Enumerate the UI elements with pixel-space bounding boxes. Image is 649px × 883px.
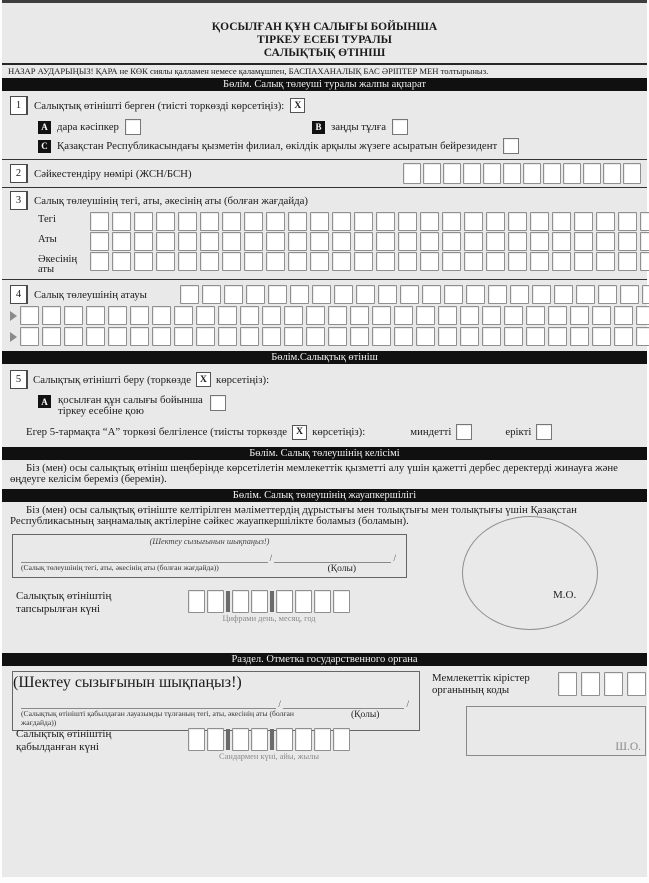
input-cell[interactable] [422,285,441,304]
vat-registration-checkbox[interactable] [210,395,226,411]
slash-separator: / [406,699,409,709]
input-cell[interactable] [376,232,395,251]
input-cell[interactable] [570,306,589,325]
input-cell[interactable] [543,163,561,184]
input-cell[interactable] [251,590,268,613]
authority-code-label-line1: Мемлекеттік кірістер [432,672,530,684]
input-cell[interactable] [548,327,567,346]
input-cell[interactable] [178,252,197,271]
input-cell[interactable] [614,306,633,325]
input-cell[interactable] [508,212,527,231]
input-cell[interactable] [618,252,637,271]
input-cell[interactable] [246,285,265,304]
input-cell[interactable] [20,306,39,325]
input-cell[interactable] [581,672,600,696]
input-cell[interactable] [460,306,479,325]
firstname-cells [90,232,649,251]
input-cell[interactable] [604,672,623,696]
acceptance-date-cells [188,728,350,751]
signature-caption: (Қолы) [351,710,380,720]
input-cell[interactable] [42,327,61,346]
input-cell[interactable] [188,728,205,751]
input-cell[interactable] [174,306,193,325]
name-caption: (Салық төлеушінің тегі, аты, әкесінің аты (болған жағдайда)) [21,563,219,572]
input-cell[interactable] [394,306,413,325]
input-cell[interactable] [526,306,545,325]
input-cell[interactable] [420,212,439,231]
input-cell[interactable] [552,232,571,251]
input-cell[interactable] [134,212,153,231]
vat-registration-label-line2: тіркеу есебіне қою [58,405,144,417]
official-name-caption: (Салықтық өтінішті қабылдаған лауазымды тұлғаның тегі, аты, әкесінің аты (болған жағдайда)) [21,709,294,727]
form-sheet [2,0,647,877]
input-cell[interactable] [618,232,637,251]
option-c-label: Қазақстан Республикасындағы қызметін филиал, өкілдік арқылы жүзеге асыратын бейрезидент [57,140,498,152]
condition-label-post: көрсетіңіз): [312,426,366,438]
input-cell[interactable] [482,306,501,325]
submission-date-label-line2: тапсырылған күні [16,603,101,615]
input-cell[interactable] [532,285,551,304]
input-cell[interactable] [508,252,527,271]
input-cell[interactable] [403,163,421,184]
input-cell[interactable] [394,327,413,346]
input-cell[interactable] [592,327,611,346]
date-group-separator [270,729,274,750]
input-cell[interactable] [312,285,331,304]
input-cell[interactable] [112,232,131,251]
input-cell[interactable] [240,306,259,325]
input-cell[interactable] [620,285,639,304]
input-cell[interactable] [266,252,285,271]
input-cell[interactable] [232,590,249,613]
input-cell[interactable] [266,232,285,251]
input-cell[interactable] [504,327,523,346]
input-cell[interactable] [310,212,329,231]
input-cell[interactable] [222,212,241,231]
input-cell[interactable] [420,232,439,251]
input-cell[interactable] [266,212,285,231]
submission-date-label-line1: Салықтық өтініштің [16,590,112,602]
section-5-label-pre: Салықтық өтінішті беру (торкөзде [33,373,191,386]
input-cell[interactable] [438,327,457,346]
input-cell[interactable] [443,163,461,184]
section-4-taxpayer-title [2,280,647,351]
input-cell[interactable] [130,327,149,346]
input-cell[interactable] [640,252,649,271]
input-cell[interactable] [596,232,615,251]
surname-label: Тегі [38,214,56,225]
input-cell[interactable] [554,285,573,304]
input-cell[interactable] [20,327,39,346]
input-cell[interactable] [262,306,281,325]
input-cell[interactable] [328,306,347,325]
input-cell[interactable] [372,327,391,346]
option-c-checkbox[interactable] [503,138,519,154]
input-cell[interactable] [232,728,249,751]
input-cell[interactable] [563,163,581,184]
form-title-line3: САЛЫҚТЫҚ ӨТІНІШ [263,47,386,59]
input-cell[interactable] [174,327,193,346]
boundary-warning: (Шектеу сызығынын шықпаңыз!) [149,537,270,546]
input-cell[interactable] [295,590,312,613]
input-cell[interactable] [156,212,175,231]
input-cell[interactable] [188,590,205,613]
input-cell[interactable] [464,212,483,231]
input-cell[interactable] [576,285,595,304]
input-cell[interactable] [222,252,241,271]
input-cell[interactable] [583,163,601,184]
section-number-1: 1 [10,96,28,115]
form-title-line2: ТІРКЕУ ЕСЕБІ ТУРАЛЫ [257,34,392,46]
input-cell[interactable] [372,306,391,325]
boundary-warning: (Шектеу сызығынын шықпаңыз!) [13,674,242,691]
input-cell[interactable] [290,285,309,304]
official-signature-box [12,671,420,731]
input-cell[interactable] [134,252,153,271]
input-cell[interactable] [222,232,241,251]
input-cell[interactable] [486,252,505,271]
authority-code-label-line2: органының коды [432,684,510,696]
input-cell[interactable] [276,590,293,613]
input-cell[interactable] [306,306,325,325]
input-cell[interactable] [112,212,131,231]
input-cell[interactable] [64,306,83,325]
date-group-separator [226,729,230,750]
acceptance-date-caption: Сандармен күні, айы, жылы [219,752,319,761]
section-band-consent: Бөлім. Салық төлеушінің келісімі [2,447,647,460]
input-cell[interactable] [333,728,350,751]
input-cell[interactable] [134,232,153,251]
input-cell[interactable] [86,306,105,325]
input-cell[interactable] [288,252,307,271]
acceptance-date-label-line2: қабылданған күні [16,741,99,753]
date-group-separator [226,591,230,612]
input-cell[interactable] [463,163,481,184]
input-cell[interactable] [592,306,611,325]
input-cell[interactable] [598,285,617,304]
section-band-state-authority: Раздел. Отметка государственного органа [2,653,647,666]
section-number-4: 4 [10,285,28,304]
input-cell[interactable] [508,232,527,251]
input-cell[interactable] [354,232,373,251]
input-cell[interactable] [570,327,589,346]
input-cell[interactable] [207,590,224,613]
input-cell[interactable] [378,285,397,304]
iin-bin-cells [403,163,641,184]
taxpayer-signature-box [12,534,407,578]
input-cell[interactable] [636,306,649,325]
input-cell[interactable] [284,306,303,325]
input-cell[interactable] [268,285,287,304]
input-cell[interactable] [333,590,350,613]
input-cell[interactable] [180,285,199,304]
input-cell[interactable] [244,232,263,251]
revenue-authority-code-row [432,672,646,696]
firstname-label: Аты [38,234,57,245]
x-mark-legend: X [290,98,305,113]
option-a-checkbox[interactable] [125,119,141,135]
signature-caption: (Қолы) [327,564,356,574]
input-cell[interactable] [623,163,641,184]
input-cell[interactable] [207,728,224,751]
input-cell[interactable] [284,327,303,346]
input-cell[interactable] [503,163,521,184]
input-cell[interactable] [251,728,268,751]
input-cell[interactable] [574,232,593,251]
option-code-c: C [38,140,51,153]
x-mark-legend: X [196,372,211,387]
input-cell[interactable] [314,728,331,751]
submission-date-cells [188,590,350,613]
input-cell[interactable] [156,232,175,251]
input-cell[interactable] [640,212,649,231]
input-cell[interactable] [42,306,61,325]
input-cell[interactable] [354,212,373,231]
input-cell[interactable] [552,252,571,271]
input-cell[interactable] [108,327,127,346]
input-cell[interactable] [548,306,567,325]
input-cell[interactable] [288,212,307,231]
section-1-label: Салықтық өтінішті берген (тиісті торкөзді көрсетіңіз): [34,99,285,112]
input-cell[interactable] [310,252,329,271]
input-cell[interactable] [64,327,83,346]
input-cell[interactable] [526,327,545,346]
section-number-3: 3 [10,191,28,210]
section-3-label: Салық төлеушінің тегі, аты, әкесінің аты (болған жағдайда) [34,194,309,207]
responsibility-signature-area [2,502,647,653]
authority-code-cells [558,672,646,696]
input-cell[interactable] [108,306,127,325]
input-cell[interactable] [276,728,293,751]
input-cell[interactable] [306,327,325,346]
input-cell[interactable] [310,232,329,251]
stamp-place-circle [462,516,598,630]
input-cell[interactable] [552,212,571,231]
input-cell[interactable] [530,232,549,251]
input-cell[interactable] [196,327,215,346]
voluntary-checkbox[interactable] [536,424,552,440]
signature-line[interactable] [21,698,276,709]
section-number-2: 2 [10,164,28,183]
input-cell[interactable] [442,252,461,271]
input-cell[interactable] [486,212,505,231]
input-cell[interactable] [334,285,353,304]
x-mark-legend: X [292,425,307,440]
section-1-applicant-type [2,91,647,159]
option-b-label: заңды тұлға [331,121,387,133]
submission-date-caption: Цифрами день, месяц, год [222,614,316,623]
input-cell[interactable] [510,285,529,304]
continuation-arrow-icon [10,311,17,321]
option-code-a: A [38,395,51,408]
section-4-label: Салық төлеушінің атауы [34,288,147,301]
form-title-line1: ҚОСЫЛҒАН ҚҰН САЛЫҒЫ БОЙЫНША [211,21,438,33]
input-cell[interactable] [523,163,541,184]
input-cell[interactable] [314,590,331,613]
input-cell[interactable] [90,232,109,251]
state-authority-area [2,666,647,766]
section-2-identification-number [2,160,647,187]
input-cell[interactable] [416,306,435,325]
input-cell[interactable] [444,285,463,304]
input-cell[interactable] [558,672,577,696]
section-band-tax-application: Бөлім.Салықтық өтініш [2,351,647,364]
input-cell[interactable] [354,252,373,271]
input-cell[interactable] [464,232,483,251]
input-cell[interactable] [202,285,221,304]
input-cell[interactable] [642,285,649,304]
input-cell[interactable] [376,252,395,271]
input-cell[interactable] [152,306,171,325]
section-band-responsibility: Бөлім. Салық төлеушінің жауапкершілігі [2,489,647,502]
input-cell[interactable] [504,306,523,325]
input-cell[interactable] [86,327,105,346]
input-cell[interactable] [152,327,171,346]
section-5-application-type [2,364,647,447]
input-cell[interactable] [398,252,417,271]
section-band-taxpayer-info: Бөлім. Салық төлеуші туралы жалпы ақпарат [2,78,647,91]
input-cell[interactable] [488,285,507,304]
input-cell[interactable] [218,306,237,325]
input-cell[interactable] [332,232,351,251]
mandatory-label: миндетті [410,426,452,438]
input-cell[interactable] [466,285,485,304]
fill-instructions-notice: НАЗАР АУДАРЫҢЫЗ! ҚАРА не КӨК сиялы қалламен немесе қаламұшпен, БАСПАХАНАЛЫҚ БАС ӘРІПТЕР МЕН толтырыныз. [8,66,489,76]
input-cell[interactable] [90,212,109,231]
responsibility-paragraph: Біз (мен) осы салықтық өтініште келтірілген мәліметтердің дұрыстығы мен толықтығы мен толықтығы үшін Қазақстан Республикасының заңнамалық актілеріне сәйкес жауапкершілікте боламыз (боламын). [10,504,577,527]
input-cell[interactable] [442,232,461,251]
input-cell[interactable] [464,252,483,271]
consent-paragraph: Біз (мен) осы салықтық өтініш шеңберінде көрсетілетін мемлекеттік қызметті алу үшін қажетті дербес деректерді жинауға және өңдеуге келісім береміз (беремін). [10,462,618,485]
input-cell[interactable] [288,232,307,251]
input-cell[interactable] [350,327,369,346]
input-cell[interactable] [196,306,215,325]
input-cell[interactable] [244,212,263,231]
input-cell[interactable] [614,327,633,346]
continuation-arrow-icon [10,332,17,342]
input-cell[interactable] [200,252,219,271]
acceptance-date-label-line1: Салықтық өтініштің [16,728,112,740]
input-cell[interactable] [156,252,175,271]
signature-line[interactable] [21,552,268,563]
input-cell[interactable] [130,306,149,325]
input-cell[interactable] [332,212,351,231]
input-cell[interactable] [178,212,197,231]
section-5-label-post: көрсетіңіз): [215,373,270,386]
slash-separator: / [269,553,273,563]
input-cell[interactable] [423,163,441,184]
input-cell[interactable] [640,232,649,251]
surname-cells [90,212,649,231]
input-cell[interactable] [530,212,549,231]
stamp-place-label: М.О. [553,589,577,601]
name-cells-row1 [180,285,649,304]
mandatory-checkbox[interactable] [456,424,472,440]
input-cell[interactable] [178,232,197,251]
section-number-5: 5 [10,370,28,389]
input-cell[interactable] [350,306,369,325]
input-cell[interactable] [618,212,637,231]
input-cell[interactable] [328,327,347,346]
section-3-taxpayer-name [2,188,647,279]
input-cell[interactable] [262,327,281,346]
input-cell[interactable] [240,327,259,346]
input-cell[interactable] [574,212,593,231]
name-cells-row3 [20,327,649,346]
date-group-separator [270,591,274,612]
signature-line[interactable] [274,552,391,563]
slash-separator: / [278,699,281,709]
input-cell[interactable] [530,252,549,271]
input-cell[interactable] [224,285,243,304]
input-cell[interactable] [636,327,649,346]
input-cell[interactable] [218,327,237,346]
stamp-box-label: Ш.О. [615,741,641,753]
input-cell[interactable] [200,232,219,251]
input-cell[interactable] [420,252,439,271]
input-cell[interactable] [200,212,219,231]
vat-registration-label-line1: қосылған құн салығы бойынша [58,394,203,406]
voluntary-label: ерікті [505,426,532,438]
option-a-label: дара кәсіпкер [57,121,119,133]
signature-line[interactable] [283,698,405,709]
input-cell[interactable] [90,252,109,271]
input-cell[interactable] [486,232,505,251]
input-cell[interactable] [482,327,501,346]
option-code-a: A [38,121,51,134]
section-2-label: Сәйкестендіру нөмірі (ЖСН/БСН) [34,167,192,180]
input-cell[interactable] [244,252,263,271]
input-cell[interactable] [398,212,417,231]
patronymic-cells [90,252,649,271]
acceptance-date-row [16,728,350,761]
input-cell[interactable] [356,285,375,304]
form-title [2,21,647,60]
input-cell[interactable] [400,285,419,304]
input-cell[interactable] [112,252,131,271]
condition-label-pre: Егер 5-тармақта “А” торкөзі белгіленсе (тиісты торкөзде [26,426,288,438]
input-cell[interactable] [295,728,312,751]
input-cell[interactable] [603,163,621,184]
input-cell[interactable] [596,212,615,231]
input-cell[interactable] [376,212,395,231]
input-cell[interactable] [627,672,646,696]
slash-separator: / [393,553,396,563]
input-cell[interactable] [416,327,435,346]
input-cell[interactable] [438,306,457,325]
name-cells-row2 [20,306,649,325]
option-b-checkbox[interactable] [392,119,408,135]
stamp-box [466,706,646,756]
option-code-b: B [312,121,325,134]
input-cell[interactable] [460,327,479,346]
input-cell[interactable] [332,252,351,271]
input-cell[interactable] [483,163,501,184]
input-cell[interactable] [398,232,417,251]
input-cell[interactable] [442,212,461,231]
input-cell[interactable] [596,252,615,271]
input-cell[interactable] [574,252,593,271]
patronymic-label: Әкесінің аты [38,254,78,275]
